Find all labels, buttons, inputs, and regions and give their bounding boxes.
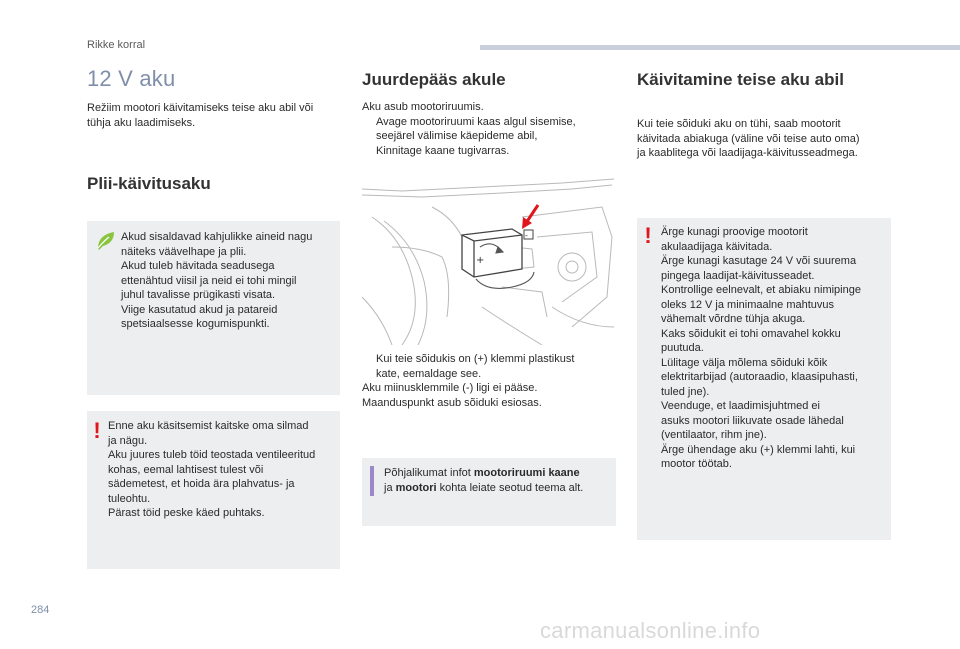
text-line: (ventilaator, rihm jne). xyxy=(661,429,767,441)
section-label: Rikke korral xyxy=(87,39,146,51)
text-line: näiteks väävelhape ja plii. xyxy=(121,245,247,258)
text-line: akulaadijaga käivitada. xyxy=(661,240,773,253)
text-line: pingega laadijat-käivitusseadet. xyxy=(661,269,815,282)
text-line: juhul tavalisse prügikasti visata. xyxy=(121,289,276,301)
exclamation-icon: ! xyxy=(644,223,652,248)
recycle-leaf-icon xyxy=(95,229,117,251)
text-line: Avage mootoriruumi kaas algul sisemise, xyxy=(376,115,576,128)
bullet-item xyxy=(362,352,612,381)
link-term-engine: mootori xyxy=(395,481,437,494)
col2-text-after xyxy=(362,352,612,410)
col1-subtitle: Plii-käivitusaku xyxy=(87,174,211,193)
environment-text xyxy=(121,230,336,332)
bullet-item xyxy=(362,115,612,144)
engine-bay-illustration xyxy=(362,177,616,345)
text-line: Kontrollige eelnevalt, et abiaku nimipinge xyxy=(661,284,861,296)
text-line: Kaks sõidukit ei tohi omavahel kokku xyxy=(661,327,841,340)
text-line: tuleohtu. xyxy=(108,492,151,505)
text-line: Kinnitage kaane tugivarras. xyxy=(376,144,510,157)
text-line: oleks 12 V ja minimaalne mahtuvus xyxy=(661,298,835,311)
text-line: mootor töötab. xyxy=(661,458,732,470)
text-line: ettenähtud viisil ja neid ei tohi mingil xyxy=(121,274,297,287)
col2-text xyxy=(362,100,612,158)
text-line: vähemalt võrdne tühja akuga. xyxy=(661,313,806,325)
text-line: Kui teie sõiduki aku on tühi, saab mootorit xyxy=(637,118,841,130)
text-line: Ärge kunagi kasutage 24 V või suurema xyxy=(661,255,857,267)
watermark: carmanualsonline.info xyxy=(540,618,761,643)
text-line: elektritarbijad (autoraadio, klaasipuhasti, xyxy=(661,371,858,383)
page-title: 12 V aku xyxy=(87,66,176,91)
text-line: Pärast töid peske käed puhtaks. xyxy=(108,507,265,519)
info-text xyxy=(384,466,612,495)
info-line-2 xyxy=(384,481,612,496)
svg-text:+: + xyxy=(476,255,485,266)
text-line: Viige kasutatud akud ja patareid xyxy=(121,303,278,316)
text-line: Maanduspunkt asub sõiduki esiosas. xyxy=(362,396,542,409)
text-line: Akud sisaldavad kahjulikke aineid nagu xyxy=(121,231,313,243)
info-line-1 xyxy=(384,466,612,481)
text-line: käivitada abiakuga (väline või teise auto oma) xyxy=(637,132,860,145)
text-line: seejärel välimise käepideme abil, xyxy=(376,130,538,142)
text-line: Aku juures tuleb töid teostada ventileeritud xyxy=(108,449,316,461)
text-line: Enne aku käsitsemist kaitske oma silmad xyxy=(108,420,309,432)
jumpstart-warning-text xyxy=(661,225,887,472)
text-line: ja nägu. xyxy=(108,434,148,447)
text-line: tuled jne). xyxy=(661,385,710,398)
text-line: kate, eemaldage see. xyxy=(376,367,482,380)
text-span: ja xyxy=(384,481,396,494)
text-line: Ärge kunagi proovige mootorit xyxy=(661,226,808,238)
text-line: tühja aku laadimiseks. xyxy=(87,116,196,129)
text-span: Põhjalikumat infot xyxy=(384,467,474,479)
text-line: Aku miinusklemmile (-) ligi ei pääse. xyxy=(362,382,538,394)
text-line: Akud tuleb hävitada seadusega xyxy=(121,260,275,272)
text-line: puutuda. xyxy=(661,342,704,354)
text-line: Kui teie sõidukis on (+) klemmi plastikust xyxy=(376,353,575,365)
page-number: 284 xyxy=(31,604,50,616)
header-bar xyxy=(480,45,960,50)
text-line: Aku asub mootoriruumis. xyxy=(362,101,484,113)
col3-intro xyxy=(637,117,897,161)
text-line: sädemetest, et hoida ära plahvatus- ja xyxy=(108,478,295,490)
text-line: Veenduge, et laadimisjuhtmed ei xyxy=(661,400,820,412)
col3-title: Käivitamine teise aku abil xyxy=(637,70,844,89)
safety-warning-text xyxy=(108,419,338,521)
text-span: kohta leiate seotud teema alt. xyxy=(436,481,584,494)
text-line: ja kaablitega või laadijaga-käivitusseadmega. xyxy=(637,147,858,159)
exclamation-icon: ! xyxy=(93,418,101,443)
col1-intro xyxy=(87,101,337,130)
text-line: spetsiaalsesse kogumispunkti. xyxy=(121,318,270,330)
text-line: kohas, eemal lahtisest tulest või xyxy=(108,463,264,476)
text-line: Ärge ühendage aku (+) klemmi lahti, kui xyxy=(661,443,856,456)
svg-text:-: - xyxy=(525,231,528,240)
bullet-item xyxy=(362,144,612,159)
text-line: Lülitage välja mõlema sõiduki kõik xyxy=(661,356,828,369)
col2-title: Juurdepääs akule xyxy=(362,70,506,89)
info-bar-icon xyxy=(370,466,374,496)
text-line: Režiim mootori käivitamiseks teise aku abil või xyxy=(87,102,314,114)
link-term-engine-bay-cover: mootoriruumi kaane xyxy=(473,467,580,479)
text-line: asuks mootori liikuvate osade lähedal xyxy=(661,414,844,427)
